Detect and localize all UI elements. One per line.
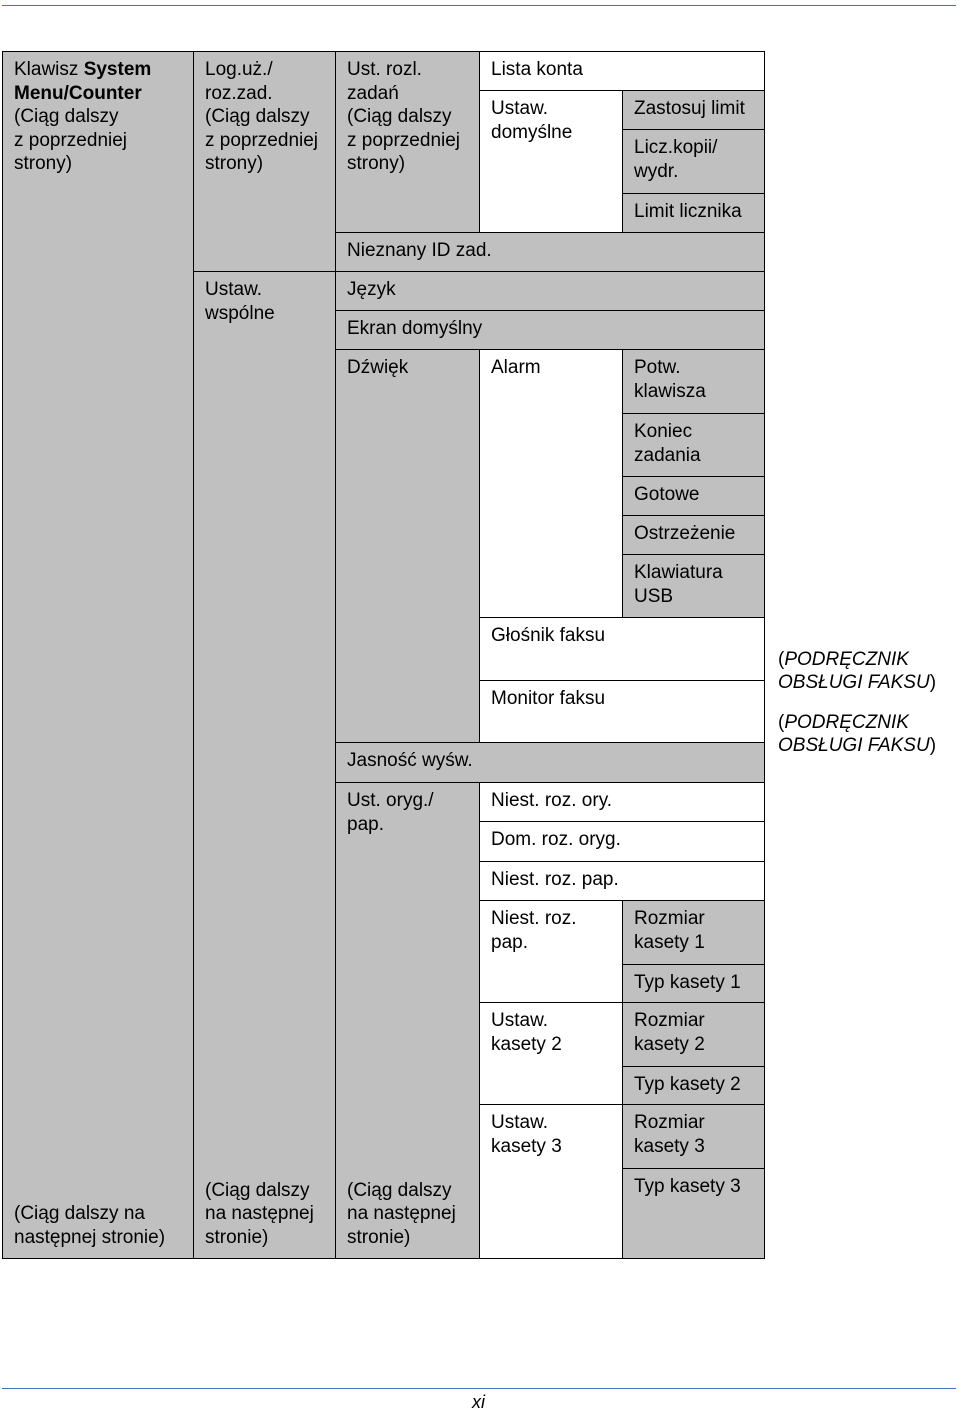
col1-continued-next: (Ciąg dalszy na następnej stronie) — [14, 1203, 166, 1248]
note2-italic: PODRĘCZNIK OBSŁUGI FAKSU — [778, 711, 930, 756]
cell-dom-roz-oryg: Dom. roz. oryg. — [479, 821, 765, 862]
note1-open: ( — [778, 648, 785, 670]
cell-ust-oryg — [335, 782, 480, 1259]
ustaw-wspolne-label: Ustaw. wspólne — [205, 279, 275, 324]
system-menu-bold: System Menu/Counter — [14, 59, 152, 104]
cell-glosnik-faksu: Głośnik faksu — [479, 617, 765, 681]
cell-zastosuj-limit: Zastosuj limit — [622, 90, 765, 130]
page-number: xi — [472, 1392, 485, 1412]
cell-alarm: Alarm — [479, 349, 623, 618]
cell-monitor-faksu: Monitor faksu — [479, 680, 765, 743]
system-menu-suffix: (Ciąg dalszy z poprzedniej strony) — [14, 106, 128, 174]
cell-gotowe: Gotowe — [622, 476, 765, 516]
col3-continued-next: (Ciąg dalszy na następnej stronie) — [347, 1179, 456, 1248]
cell-klawiatura-usb: Klawiatura USB — [622, 554, 765, 618]
note2-open: ( — [778, 711, 785, 733]
system-menu-prefix: Klawisz — [14, 59, 84, 80]
fax-manual-note-1 — [778, 624, 936, 695]
cell-niest-roz-ory: Niest. roz. ory. — [479, 782, 765, 822]
note2-close: ) — [929, 735, 937, 756]
cell-ustaw-kasety-2: Ustaw. kasety 2 — [479, 1002, 623, 1105]
cell-ustaw-wspolne — [193, 271, 336, 1259]
cell-rozmiar-kasety-3: Rozmiar kasety 3 — [622, 1104, 765, 1169]
cell-licz-kopii: Licz.kopii/ wydr. — [622, 129, 765, 194]
note1-close: ) — [929, 672, 937, 693]
cell-ustaw-domyslne: Ustaw. domyślne — [479, 90, 623, 233]
fax-manual-note-2 — [778, 687, 936, 758]
cell-nieznany-id: Nieznany ID zad. — [335, 232, 765, 272]
cell-niest-roz-pap-2: Niest. roz. pap. — [479, 900, 623, 1003]
ust-oryg-label: Ust. oryg./ pap. — [347, 790, 434, 835]
cell-lista-konta: Lista konta — [479, 51, 765, 91]
cell-jezyk: Język — [335, 271, 765, 311]
cell-typ-kasety-2: Typ kasety 2 — [622, 1066, 765, 1105]
cell-rozmiar-kasety-1: Rozmiar kasety 1 — [622, 900, 765, 965]
cell-ustaw-kasety-3: Ustaw. kasety 3 — [479, 1104, 623, 1259]
header-rule — [2, 5, 956, 6]
cell-ekran-domyslny: Ekran domyślny — [335, 310, 765, 350]
col2-continued-next: (Ciąg dalszy na następnej stronie) — [205, 1179, 314, 1248]
cell-limit-licznika: Limit licznika — [622, 193, 765, 233]
cell-ust-rozl: Ust. rozl. zadań (Ciąg dalszy z poprzedniej strony) — [335, 51, 480, 233]
cell-rozmiar-kasety-2: Rozmiar kasety 2 — [622, 1002, 765, 1067]
cell-log-uz: Log.uż./ roz.zad. (Ciąg dalszy z poprzedniej strony) — [193, 51, 336, 272]
footer-rule — [2, 1388, 956, 1389]
cell-dzwiek: Dźwięk — [335, 349, 480, 743]
system-menu-label — [14, 58, 182, 176]
cell-jasnosc: Jasność wyśw. — [335, 742, 765, 783]
cell-potw-klawisza: Potw. klawisza — [622, 349, 765, 414]
cell-ostrzezenie: Ostrzeżenie — [622, 515, 765, 555]
cell-typ-kasety-1: Typ kasety 1 — [622, 964, 765, 1003]
cell-niest-roz-pap: Niest. roz. pap. — [479, 861, 765, 901]
note1-italic: PODRĘCZNIK OBSŁUGI FAKSU — [778, 648, 930, 693]
cell-system-menu — [2, 51, 194, 1259]
cell-typ-kasety-3: Typ kasety 3 — [622, 1168, 765, 1259]
cell-koniec-zadania: Koniec zadania — [622, 413, 765, 477]
